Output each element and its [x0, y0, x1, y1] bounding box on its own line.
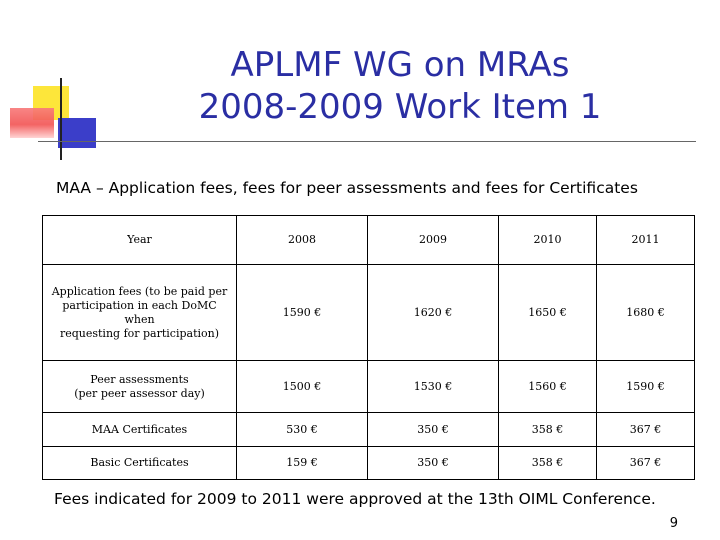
row-label	[43, 413, 237, 447]
fee-cell: 1590 €	[597, 361, 695, 413]
row-label-line: MAA Certificates	[91, 422, 188, 436]
header-cell-2008: 2008	[237, 216, 368, 265]
fee-cell: 1620 €	[368, 265, 499, 361]
fee-cell: 1530 €	[368, 361, 499, 413]
title-line-1: APLMF WG on MRAs	[230, 45, 570, 85]
fees-table	[42, 215, 695, 480]
fee-cell: 1590 €	[237, 265, 368, 361]
table-row-application-fees	[43, 265, 695, 361]
footnote: Fees indicated for 2009 to 2011 were approved at the 13th OIML Conference.	[54, 490, 656, 508]
table-header-row	[43, 216, 695, 265]
row-label-line: Peer assessments	[90, 372, 189, 386]
fee-cell: 367 €	[597, 413, 695, 447]
header-cell-year: Year	[43, 216, 237, 265]
row-label-line: requesting for participation)	[59, 326, 220, 340]
row-label-line: Basic Certificates	[90, 456, 189, 469]
fee-cell: 1680 €	[597, 265, 695, 361]
fee-cell: 159 €	[237, 447, 368, 480]
table-caption: MAA – Application fees, fees for peer assessments and fees for Certificates	[56, 179, 638, 197]
fee-cell: 358 €	[499, 413, 597, 447]
decor-red-square	[10, 108, 54, 138]
title-line-2: 2008-2009 Work Item 1	[198, 87, 602, 127]
row-label	[43, 361, 237, 413]
header-cell-2010: 2010	[499, 216, 597, 265]
fee-cell: 350 €	[368, 447, 499, 480]
row-label-line: participation in each DoMC when	[62, 298, 217, 326]
fee-cell: 1500 €	[237, 361, 368, 413]
fee-cell: 1560 €	[499, 361, 597, 413]
row-label	[43, 447, 237, 480]
table-row-maa-certificates	[43, 413, 695, 447]
fee-cell: 367 €	[597, 447, 695, 480]
row-label	[43, 265, 237, 361]
table-row-peer-assessments	[43, 361, 695, 413]
fee-cell: 530 €	[237, 413, 368, 447]
decor-blue-square	[58, 118, 96, 148]
row-label-line: Application fees (to be paid per	[51, 284, 228, 298]
header-cell-2009: 2009	[368, 216, 499, 265]
header-cell-2011: 2011	[597, 216, 695, 265]
decor-vertical-line	[60, 78, 62, 160]
title-divider	[38, 141, 696, 142]
fee-cell: 1650 €	[499, 265, 597, 361]
table-row-basic-certificates	[43, 447, 695, 480]
fee-cell: 350 €	[368, 413, 499, 447]
page-number: 9	[669, 516, 678, 531]
row-label-line: (per peer assessor day)	[74, 386, 205, 400]
slide-title	[150, 44, 650, 128]
fee-cell: 358 €	[499, 447, 597, 480]
